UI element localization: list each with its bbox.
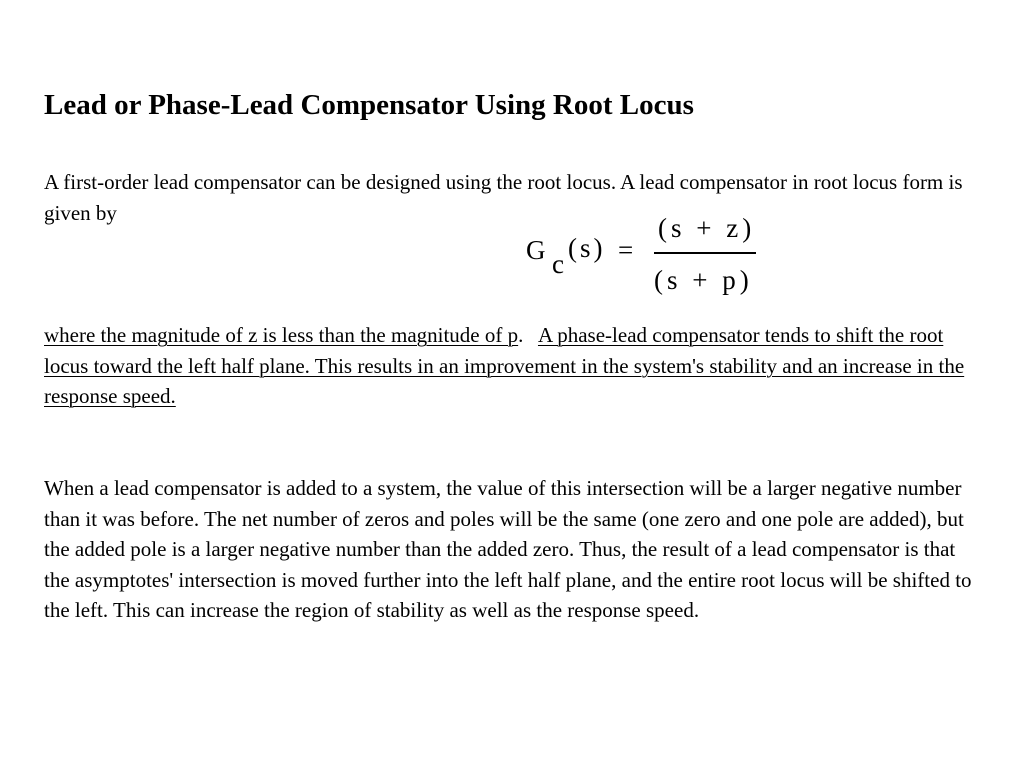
formula-numerator: (s + z) xyxy=(658,213,756,243)
formula-denominator: (s + p) xyxy=(654,265,753,295)
compensator-formula xyxy=(520,208,770,303)
summary-part-magnitude: where the magnitude of z is less than the magnitude of p xyxy=(44,323,519,347)
detail-paragraph: When a lead compensator is added to a system, the value of this intersection will be a larger negative number than it was before. The net number of zeros and poles will be the same (one zero and one pole are added), but the added pole is a larger negative number than the added zero. Thus, the result of a lead compensator is that the asymptotes' intersection is moved further into the left half plane, and the entire root locus will be shifted to the left. This can increase the region of stability as well as the response speed. xyxy=(44,476,972,622)
intro-paragraph: A first-order lead compensator can be designed using the root locus. A lead compensator in root locus form is given by xyxy=(44,170,963,225)
formula-lhs-subscript: c xyxy=(552,249,564,279)
formula-equals-sign: = xyxy=(618,235,634,265)
summary-paragraph xyxy=(44,320,974,412)
formula-lhs-symbol: G xyxy=(526,235,546,265)
formula-lhs-args: (s) xyxy=(568,233,606,263)
page-title: Lead or Phase-Lead Compensator Using Root Locus xyxy=(44,89,694,121)
summary-part-phase-lead: A phase-lead compensator tends to shift the root locus toward the left half plane. This results in an improvement in the system's stability and an increase in the response speed. xyxy=(44,323,965,408)
summary-separator: . xyxy=(518,323,538,347)
fraction-bar xyxy=(654,252,756,254)
